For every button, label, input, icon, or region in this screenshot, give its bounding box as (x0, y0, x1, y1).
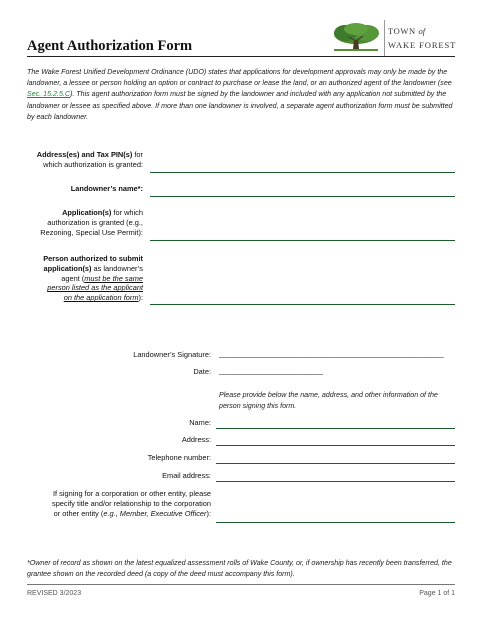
email-label: Email address: (162, 471, 211, 480)
logo-name-text: WAKE FOREST (388, 40, 457, 50)
page-title: Agent Authorization Form (27, 38, 193, 54)
corporate-title-field[interactable] (216, 522, 455, 523)
authorized-person-label: Person authorized to submit application(s) as landowner’s agent (must be the same person listed as the applicant on the application form): (43, 254, 143, 303)
landowner-signature-label: Landowner’s Signature: (133, 350, 211, 359)
signer-name-label: Name: (189, 418, 211, 427)
applications-field[interactable] (150, 240, 455, 241)
authorized-person-field[interactable] (150, 304, 455, 305)
telephone-field[interactable] (216, 463, 455, 464)
ownership-footnote: *Owner of record as shown on the latest equalized assessment rolls of Wake County, or, if ownership has recently been transferred, the grantee shown on the recorded deed (a copy of the deed must accompany this form). (27, 559, 452, 578)
landowner-name-field[interactable] (150, 196, 455, 197)
signer-address-field[interactable] (216, 445, 455, 446)
page-number: Page 1 of 1 (419, 590, 455, 597)
address-pin-field[interactable] (150, 172, 455, 173)
udo-section-link[interactable]: Sec. 15.2.5.C (27, 90, 70, 99)
date-label: Date: (193, 367, 211, 376)
landowner-name-label: Landowner’s name*: (70, 184, 143, 193)
title-divider (27, 56, 455, 57)
revision-date: REVISED 3/2023 (27, 590, 82, 597)
intro-paragraph: The Wake Forest Unified Development Ordinance (UDO) states that applications for development approvals may only be made by the landowner, a lessee or person holding an option or contract to purchase or lease the land, or an authorized agent of the landowner (see Sec. 15.2.5.C). This agent authorization form must be signed by the landowner and included with any application not submitted by the landowner or lessee as specified above. If more than one landowner is involved, a separate agent authorization form must be submitted by each landowner. (27, 68, 453, 121)
signer-info-instructions: Please provide below the name, address, and other information of the person signing this form. (219, 391, 438, 410)
tree-logo-icon (330, 22, 382, 54)
signer-address-label: Address: (181, 435, 211, 444)
telephone-label: Telephone number: (147, 453, 211, 462)
corporate-title-label: If signing for a corporation or other entity, please specify title and/or relationship to the corporation or other entity (e.g., Member, Executive Officer): (52, 489, 211, 518)
email-field[interactable] (216, 481, 455, 482)
footer-divider (27, 584, 455, 585)
logo-divider (384, 20, 385, 56)
signer-name-field[interactable] (216, 428, 455, 429)
logo-town-text: TOWN of (388, 26, 426, 36)
date-line[interactable]: _________________________ (219, 366, 324, 375)
address-pin-label: Address(es) and Tax PIN(s) for which authorization is granted: (36, 150, 143, 169)
landowner-signature-line[interactable]: ______________________________________________________ (219, 349, 444, 358)
applications-label: Application(s) for which authorization is granted (e.g., Rezoning, Special Use Permit): (40, 208, 143, 237)
